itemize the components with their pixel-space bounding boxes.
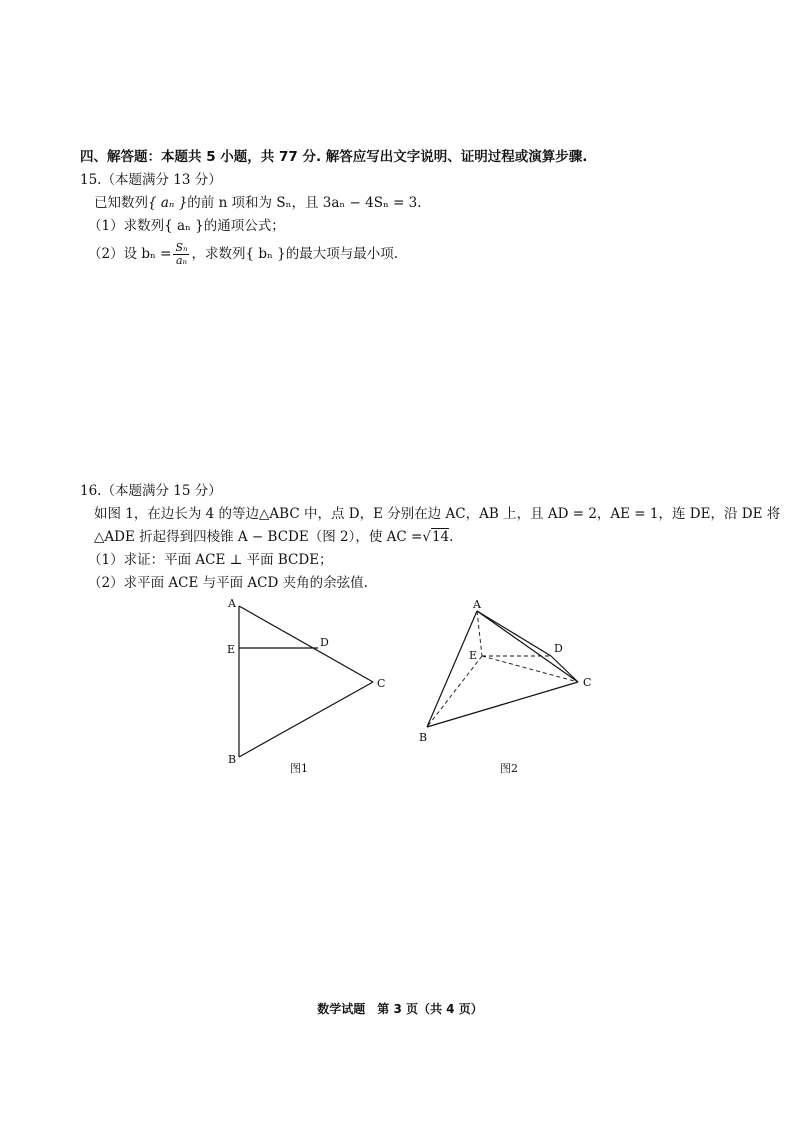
edge-ac <box>239 606 373 682</box>
figure-1 <box>227 597 385 775</box>
q16-stem-line2-a: △ADE 折起得到四棱锥 A − BCDE（图 2），使 AC = <box>94 529 423 545</box>
q15-part1: （1）求数列{ aₙ }的通项公式； <box>88 218 285 234</box>
q15-stem-an: { aₙ } <box>148 195 188 211</box>
edge-ec-hidden <box>482 656 578 682</box>
fig2-label-b: B <box>419 731 428 744</box>
fig2-label-d: D <box>554 642 563 655</box>
q15-part2-text-b: ，求数列{ bₙ }的最大项与最小项. <box>191 246 399 262</box>
fig2-caption: 图2 <box>500 762 518 775</box>
fig2-label-c: C <box>583 676 592 689</box>
q15-fraction-numerator: Sₙ <box>175 241 188 254</box>
q15-fraction-denominator: aₙ <box>175 254 187 267</box>
section-header: 四、解答题：本题共 5 小题，共 77 分. 解答应写出文字说明、证明过程或演算步骤. <box>80 149 588 165</box>
figure-2 <box>419 598 591 775</box>
edge-ac <box>477 611 578 682</box>
edge-ad <box>477 611 551 656</box>
fig1-label-c: C <box>377 677 386 690</box>
fig1-label-a: A <box>228 597 236 610</box>
fig1-label-d: D <box>320 636 329 649</box>
edge-ab <box>427 611 477 727</box>
q15-heading: 15.（本题满分 13 分） <box>80 172 222 188</box>
sqrt-sign: √ <box>422 529 431 545</box>
fig2-label-e: E <box>469 649 478 662</box>
edge-ae-hidden <box>477 611 482 656</box>
q16-part2: （2）求平面 ACE 与平面 ACD 夹角的余弦值. <box>88 575 368 591</box>
q15-part2-text-a: （2）设 bₙ = <box>88 246 172 262</box>
q16-part1: （1）求证：平面 ACE ⊥ 平面 BCDE； <box>88 552 333 568</box>
fig1-label-e: E <box>227 643 236 656</box>
q16-stem-line2-b: . <box>449 529 454 545</box>
page-footer: 数学试题 第 3 页（共 4 页） <box>317 1002 483 1016</box>
fig2-label-a: A <box>473 598 481 611</box>
edge-bc <box>427 682 578 727</box>
q16-heading: 16.（本题满分 15 分） <box>80 483 222 499</box>
q15-stem-text-b: 的前 n 项和为 Sₙ，且 3aₙ − 4Sₙ = 3. <box>187 195 422 211</box>
sqrt-radicand: 14 <box>431 529 450 545</box>
fig1-label-b: B <box>228 753 237 766</box>
edge-eb-hidden <box>427 656 482 727</box>
q16-stem-line1: 如图 1，在边长为 4 的等边△ABC 中，点 D，E 分别在边 AC，AB 上，且 AD = 2，AE = 1，连 DE，沿 DE 将 <box>94 506 781 522</box>
fig1-caption: 图1 <box>290 762 308 775</box>
q15-stem-text-a: 已知数列 <box>94 195 148 211</box>
edge-bc <box>239 682 373 757</box>
